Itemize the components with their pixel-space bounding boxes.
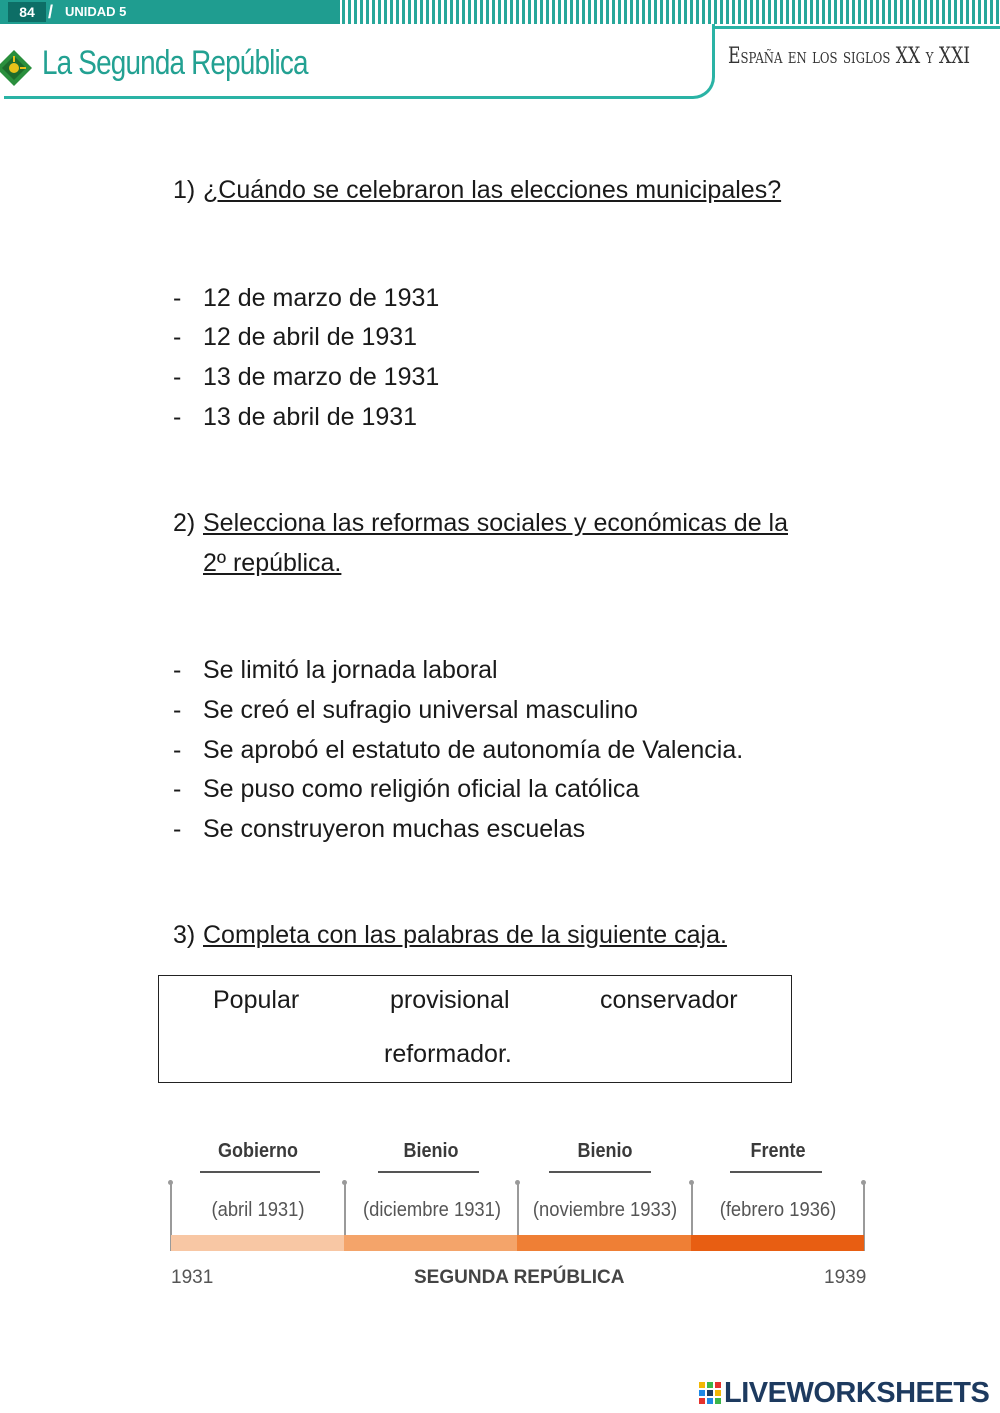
timeline-period-label: Bienio (577, 1140, 633, 1162)
question-number: 2) (173, 509, 196, 537)
timeline-segment (691, 1235, 864, 1251)
q1-option[interactable] (173, 363, 439, 392)
option-dash: - (173, 815, 182, 843)
timeline-period-label: Gobierno (217, 1140, 298, 1162)
timeline-period-date: (diciembre 1931) (362, 1199, 502, 1221)
option-label: Se creó el sufragio universal masculino (203, 696, 638, 724)
question-text: Selecciona las reformas sociales y económicas de la (203, 509, 788, 537)
word-bank-item[interactable]: reformador. (384, 1040, 512, 1068)
question-text: ¿Cuándo se celebraron las elecciones municipales? (203, 176, 782, 204)
timeline-period-label: Frente (750, 1140, 806, 1162)
liveworksheets-grid-icon (698, 1381, 722, 1405)
timeline-end-year: 1939 (824, 1267, 867, 1288)
q1-option[interactable] (173, 284, 439, 313)
header-line (712, 26, 1000, 29)
answer-blank[interactable] (730, 1171, 822, 1173)
answer-blank[interactable] (200, 1171, 320, 1173)
question-text: Completa con las palabras de la siguiente caja. (203, 921, 727, 949)
q2-option[interactable] (173, 736, 743, 765)
word-bank-box (158, 975, 792, 1083)
page-subtitle: España en los siglos XX y XXI (728, 44, 971, 69)
option-label: Se aprobó el estatuto de autonomía de Valencia. (203, 736, 744, 764)
option-label: 13 de abril de 1931 (203, 403, 418, 431)
timeline-segment (344, 1235, 517, 1251)
question-number: 1) (173, 176, 196, 204)
option-dash: - (173, 323, 182, 351)
option-label: Se construyeron muchas escuelas (203, 815, 586, 843)
option-dash: - (173, 736, 182, 764)
question-1 (173, 176, 781, 205)
page-number: 84 (8, 2, 46, 22)
question-text-continued: 2º república. (203, 549, 342, 577)
option-dash: - (173, 775, 182, 803)
question-2 (173, 509, 788, 538)
word-bank-item[interactable]: provisional (390, 986, 510, 1014)
page-title: La Segunda República (42, 44, 308, 82)
answer-blank[interactable] (549, 1171, 651, 1173)
unit-label: UNIDAD 5 (65, 4, 127, 19)
liveworksheets-wordmark: LIVEWORKSHEETS (724, 1377, 990, 1409)
timeline-segment (517, 1235, 691, 1251)
option-label: 12 de marzo de 1931 (203, 284, 440, 312)
q1-option[interactable] (173, 323, 417, 352)
timeline-title: SEGUNDA REPÚBLICA (414, 1267, 625, 1288)
timeline-period-date: (febrero 1936) (719, 1199, 837, 1221)
q2-option[interactable] (173, 775, 639, 804)
q2-option[interactable] (173, 815, 585, 844)
q1-option[interactable] (173, 403, 417, 432)
chip-logo-icon (0, 48, 34, 88)
option-label: Se limitó la jornada laboral (203, 656, 498, 684)
option-dash: - (173, 656, 182, 684)
timeline-period-date: (abril 1931) (211, 1199, 305, 1221)
q2-option[interactable] (173, 696, 638, 725)
word-bank-item[interactable]: Popular (213, 986, 300, 1014)
timeline-start-year: 1931 (171, 1267, 214, 1288)
option-label: 12 de abril de 1931 (203, 323, 418, 351)
option-label: Se puso como religión oficial la católica (203, 775, 640, 803)
timeline-period-label: Bienio (403, 1140, 459, 1162)
option-dash: - (173, 363, 182, 391)
option-dash: - (173, 284, 182, 312)
timeline-period-date: (noviembre 1933) (532, 1199, 678, 1221)
question-number: 3) (173, 921, 196, 949)
option-label: 13 de marzo de 1931 (203, 363, 440, 391)
q2-option[interactable] (173, 656, 498, 685)
timeline-segment (171, 1235, 344, 1251)
header-separator: / (48, 2, 54, 22)
option-dash: - (173, 403, 182, 431)
question-3 (173, 921, 727, 950)
word-bank-item[interactable]: conservador (600, 986, 738, 1014)
answer-blank[interactable] (378, 1171, 479, 1173)
page-header (0, 0, 1000, 105)
option-dash: - (173, 696, 182, 724)
